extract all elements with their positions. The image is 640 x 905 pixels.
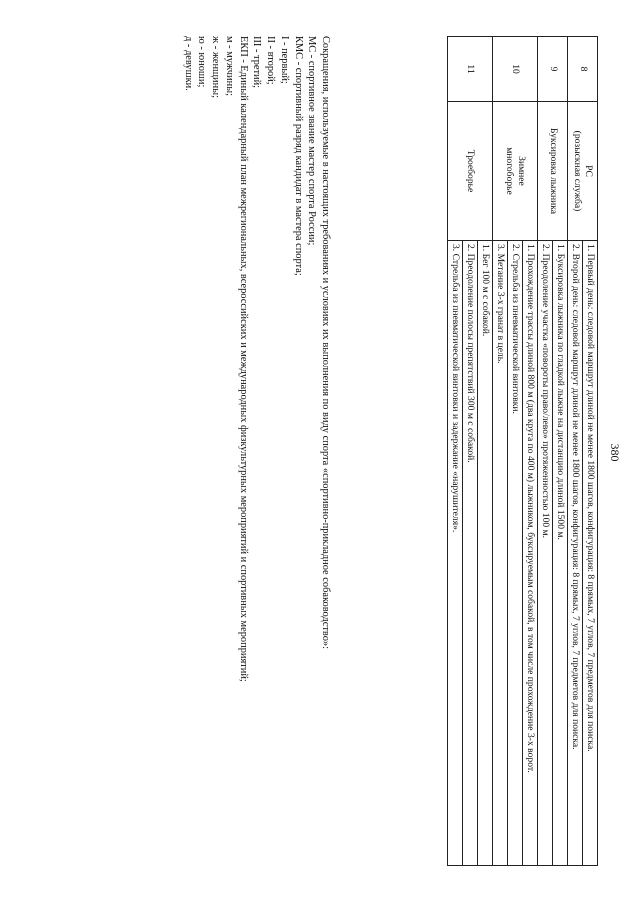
requirement-item: 2. Преодоление участка «повороты право/лево» протяженностью 100 м. <box>540 244 552 539</box>
row-number: 11 <box>448 37 493 102</box>
note-line: I - первый; <box>278 36 290 84</box>
note-line: МС - спортивное звание мастер спорта России; <box>306 36 318 246</box>
discipline-name: РС <box>583 165 595 177</box>
requirements-cell <box>538 241 568 866</box>
row-number: 8 <box>568 37 598 102</box>
note-line: ю - юноши; <box>196 36 208 88</box>
discipline-cell <box>568 102 598 241</box>
note-line: ж - женщины; <box>210 36 222 99</box>
discipline-cell <box>538 102 568 241</box>
abbreviations-notes <box>181 36 332 866</box>
row-number: 9 <box>538 37 568 102</box>
requirement-item: 2. Преодоление полосы препятствий 300 м с собакой. <box>462 241 477 865</box>
requirement-item: 3. Метание 3-х гранат в цель. <box>495 244 507 364</box>
discipline-name: (розыскная служба) <box>571 130 583 212</box>
table-row <box>493 37 538 866</box>
note-line: II - второй; <box>265 36 277 85</box>
discipline-name: Зимнее <box>516 156 528 186</box>
requirement-item: 3. Стрельба из пневматической винтовки и задержание «нарушителя». <box>450 244 462 533</box>
requirement-item: 1. Бег 100 м с собакой. <box>477 241 492 865</box>
discipline-name: Троеборье <box>465 149 477 193</box>
discipline-name: Буксировка лыжника <box>547 127 559 215</box>
requirement-item: 1. Буксировка лыжника по гладкой лыжне на дистанцию длиной 1500 м. <box>552 241 567 865</box>
note-line: ЕКП - Единый календарный план межрегиональных, всероссийских и международных физкультурных мероприятий и спортивных мероприятий; <box>237 36 249 682</box>
requirement-item: 1. Прохождение трассы длиной 800 м (два круга по 400 м) лыжником, буксируемым собакой, в том числе прохождение 3-х ворот. <box>522 241 537 865</box>
requirement-item: 2. Стрельба из пневматической винтовки. <box>507 241 522 865</box>
requirements-cell <box>568 241 598 866</box>
table-row <box>538 37 568 866</box>
row-number: 10 <box>493 37 538 102</box>
requirement-item: 2. Второй день: следовой маршрут длиной не менее 1800 шагов, конфигурация: 8 прямых, 7 углов, 7 предметов для поиска. <box>570 244 582 750</box>
requirements-cell <box>448 241 493 866</box>
note-line: КМС - спортивный разряд кандидат в мастера спорта; <box>292 36 304 276</box>
requirement-item: 1. Первый день: следовой маршрут длиной не менее 1800 шагов, конфигурация: 8 прямых, 7 углов, 7 предметов для поиска. <box>582 241 597 865</box>
note-line: III - третий; <box>251 36 263 89</box>
notes-intro: Сокращения, используемые в настоящих требованиях и условиях их выполнения по виду спорта «спортивно-прикладное собаководство»: <box>320 36 331 649</box>
table-row <box>448 37 493 866</box>
page-number: 380 <box>608 443 622 462</box>
requirements-table <box>447 36 598 866</box>
discipline-name: многоборье <box>504 147 516 195</box>
note-line: м - мужчины; <box>223 36 235 96</box>
requirements-cell <box>493 241 538 866</box>
table-row <box>568 37 598 866</box>
note-line: д - девушки. <box>182 36 194 91</box>
discipline-cell <box>448 102 493 241</box>
discipline-cell <box>493 102 538 241</box>
